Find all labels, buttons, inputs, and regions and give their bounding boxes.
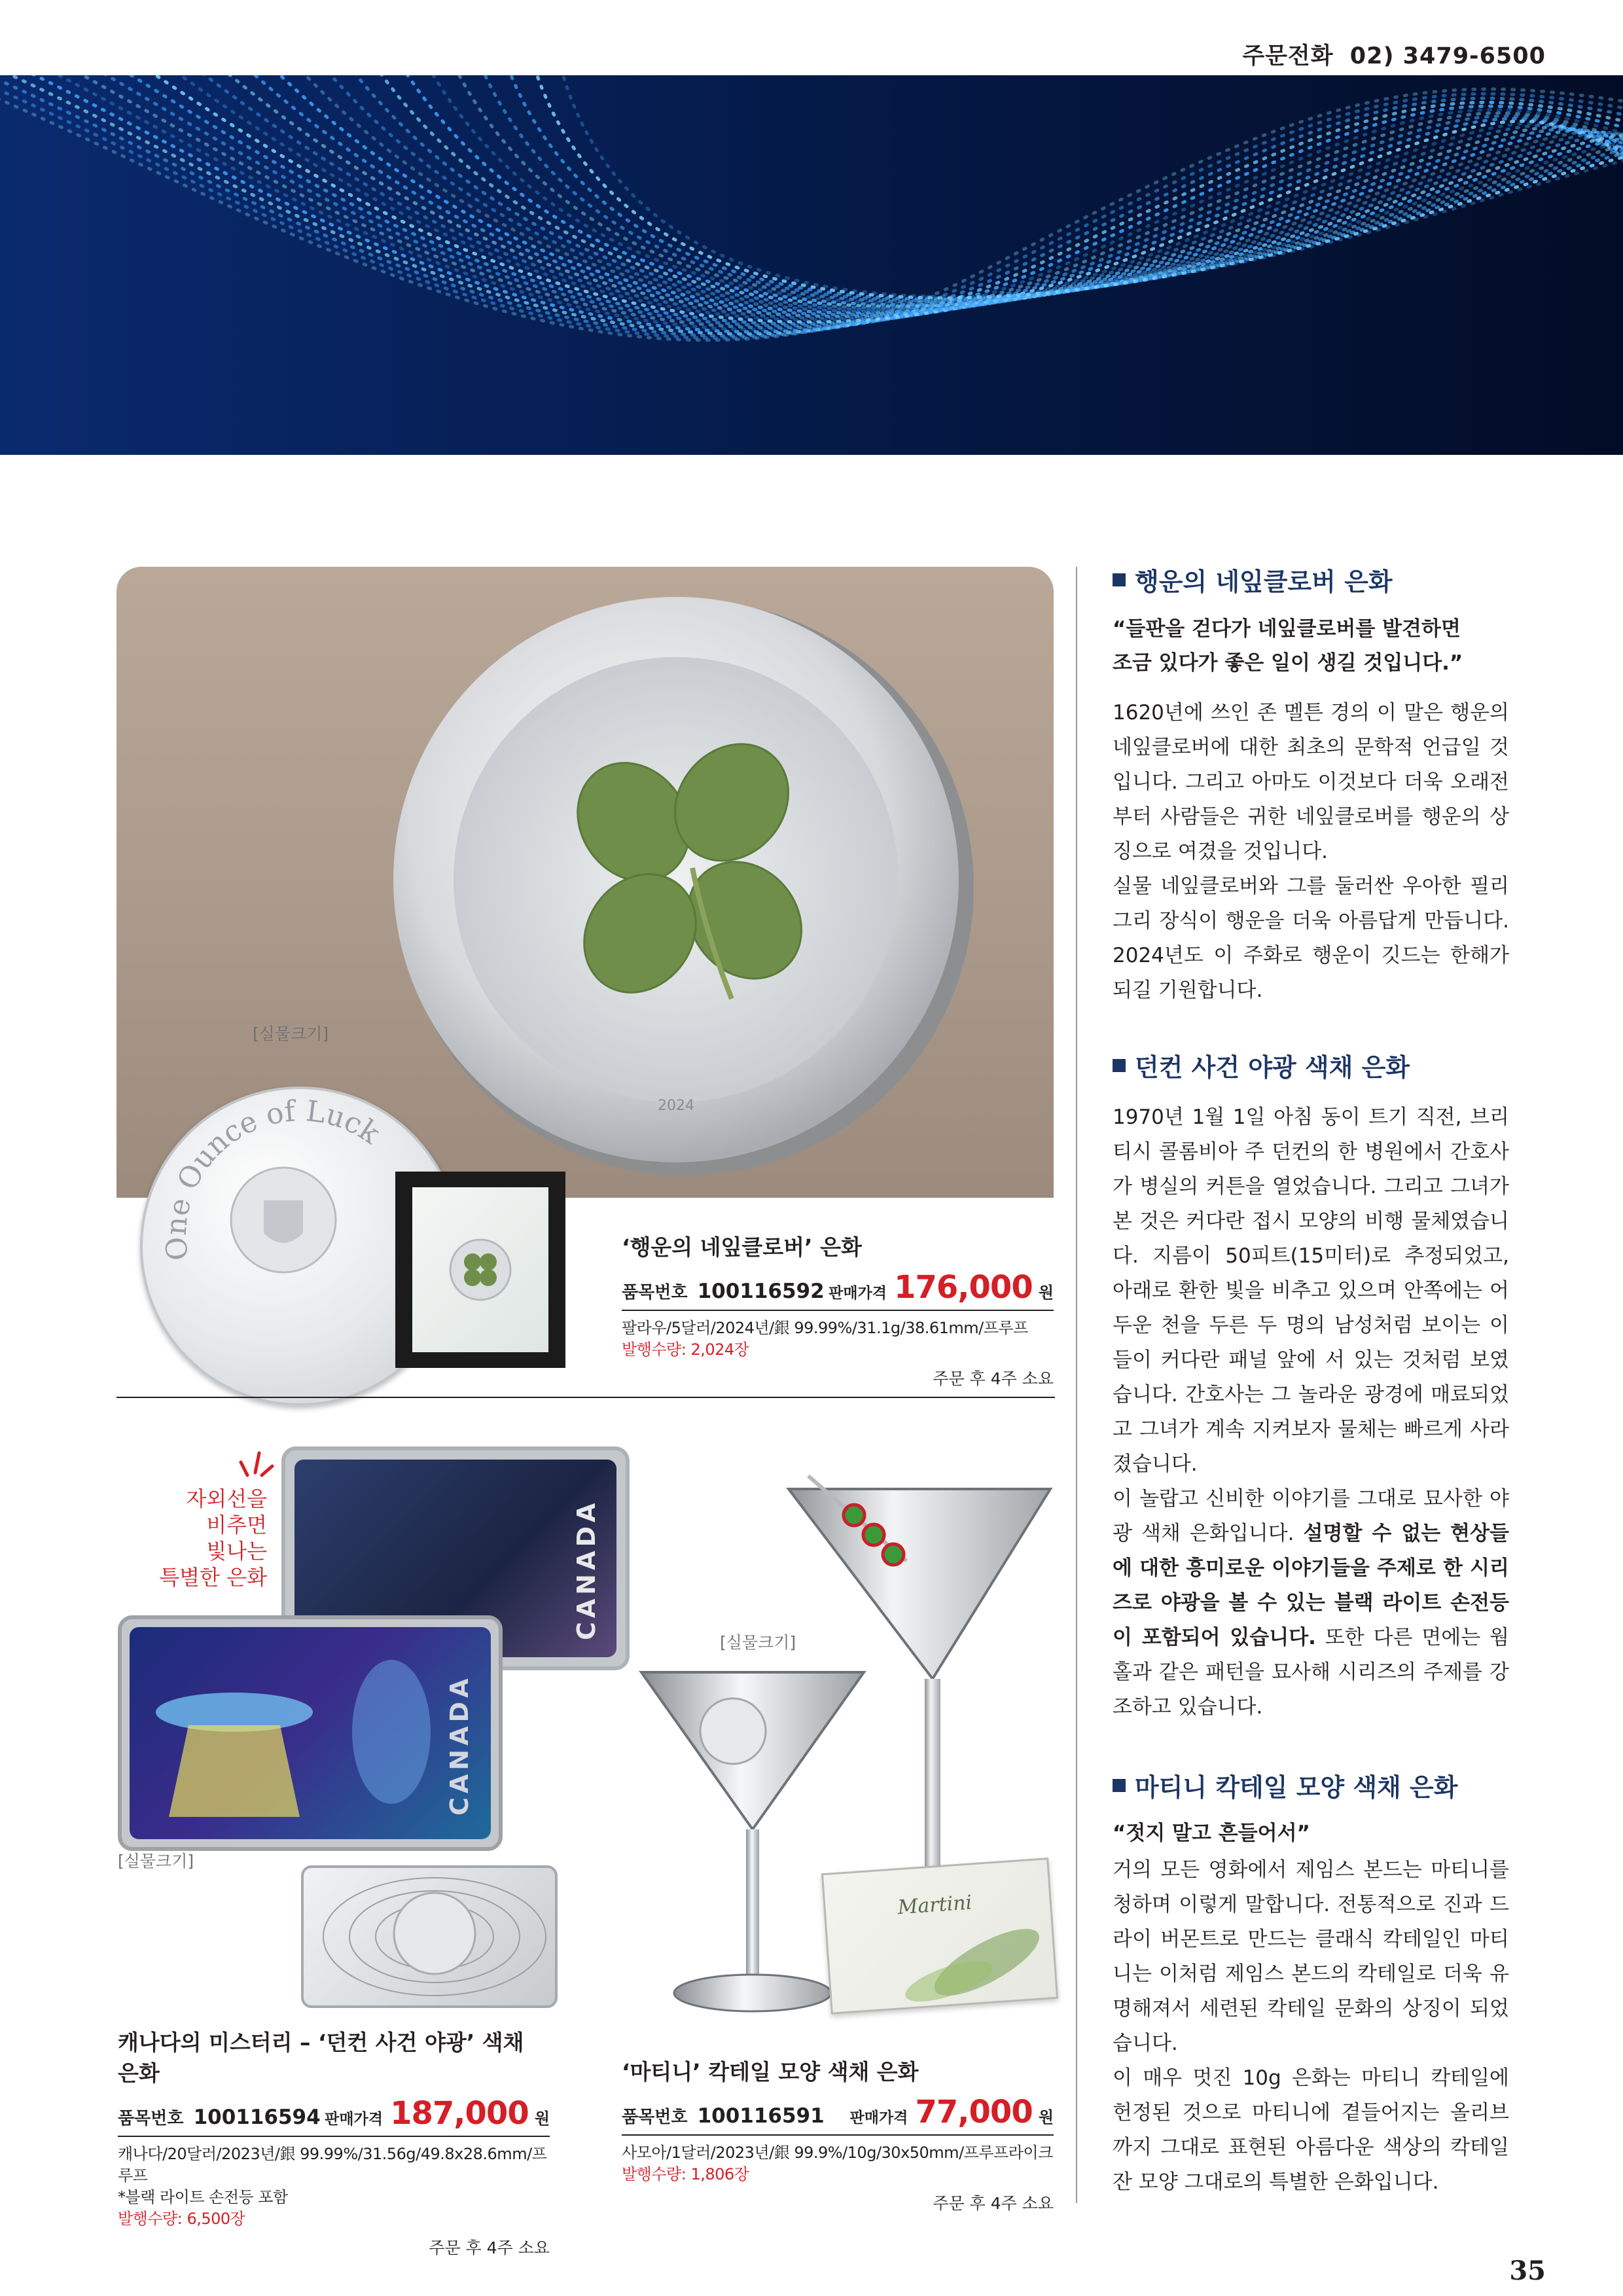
martini-coin-case-image [821,1857,1058,2015]
price-label: 판매가격 [849,2109,908,2126]
phone-label: 주문전화 [1242,43,1334,69]
uv-side-note [149,1486,267,1590]
coin-year: 2024 [658,1098,694,1114]
lead-time: 주문 후 4주 소요 [429,2238,550,2257]
product-no: 100116592 [697,1280,825,1303]
price: 176,000 [894,1269,1033,1306]
product-title: ‘마티니’ 칵테일 모양 색채 은화 [622,2059,919,2085]
canada-coin-obverse-image [301,1865,558,2008]
side-note-line: 특별한 은화 [159,1565,267,1590]
article-body: 1620년에 쓰인 존 멜튼 경의 이 말은 행운의 네잎클로버에 대한 최초의 문학적 언급일 것입니다. 그리고 아마도 이것보다 더욱 오래전부터 사람들은 귀한 네잎클로버를 행운의 상징으로 여겼을 것입니다. [1113,701,1509,863]
canada-coin-image-front [118,1615,503,1851]
issue-quantity: 발행수량: 2,024장 [622,1340,749,1359]
product-rule [118,2136,550,2137]
issue-quantity: 발행수량: 1,806장 [622,2165,749,2183]
article-body [1113,1482,1509,1725]
heading-bullet-icon [1113,1779,1126,1792]
product-title: ‘행운의 네잎클로버’ 은화 [622,1234,862,1260]
coin-country-text: CANADA [572,1499,601,1640]
body-text-part: 이 놀랍고 신비한 이야기를 그대로 묘사한 야광 색채 은화입니다. [1113,1487,1509,1545]
issue-quantity: 발행수량: 6,500장 [118,2210,245,2228]
lead-time: 주문 후 4주 소요 [933,2194,1054,2213]
clover-coin-case-image [395,1172,565,1368]
side-note-line: 비추면 [206,1513,267,1537]
product-extra: *블랙 라이트 손전등 포함 [118,2188,288,2206]
column-divider [1076,567,1077,2203]
product-no: 100116591 [697,2104,825,2128]
quote-line: 조금 있다가 좋은 일이 생길 것입니다.” [1113,651,1463,675]
order-phone [1242,38,1546,71]
coin-country-text: CANADA [445,1674,474,1816]
product-rule [622,1310,1054,1311]
page-number: 35 [1509,2255,1546,2286]
article-body: 거의 모든 영화에서 제임스 본드는 마티니를 청하며 이렇게 말합니다. 전통적으로 진과 드라이 버몬트로 만드는 클래식 칵테일인 마티니는 이처럼 제임스 본드의 칵테일로 더욱 유명해져서 세련된 칵테일 문화의 상징이 되었습니다. [1113,1858,1509,2055]
product-no-label: 품목번호 [622,1283,688,1302]
section-divider [116,1397,1055,1398]
article-body: 이 매우 멋진 10g 은화는 마티니 칵테일에 헌정된 것으로 마티니에 곁들어지는 올리브까지 그대로 표현된 아름다운 색상의 칵테일 잔 모양 그대로의 특별한 은화입니다. [1113,2066,1509,2194]
price-unit: 원 [1038,2108,1054,2126]
case-text: Martini [897,1891,973,1920]
article-body: 실물 네잎클로버와 그를 둘러싼 우아한 필리그리 장식이 행운을 더욱 아름답게 만듭니다. 2024년도 이 주화로 행운이 깃드는 한해가 되길 기원합니다. [1113,874,1509,1002]
heading-bullet-icon [1113,1059,1126,1072]
price-label: 판매가격 [325,2111,383,2128]
article-martini [1113,1767,1509,2200]
actual-size-label: [실물크기] [720,1633,796,1652]
product-spec: 캐나다/20달러/2023년/銀 99.99%/31.56g/49.8x28.6mm/프루프 [118,2145,547,2185]
price: 77,000 [915,2094,1033,2130]
product-rule [622,2134,1054,2136]
side-note-line: 자외선을 [186,1486,267,1511]
article-quote: “젓지 말고 흔들어서” [1113,1821,1310,1845]
product-info-martini [622,2055,1054,2214]
article-heading [1113,1047,1509,1083]
product-spec: 사모아/1달러/2023년/銀 99.9%/10g/30x50mm/프루프라이크 [622,2144,1053,2162]
product-title: 캐나다의 미스터리 – ‘던컨 사건 야광’ 색채 은화 [118,2030,524,2086]
article-heading [1113,562,1509,598]
price-unit: 원 [534,2109,550,2128]
phone-number: 02) 3479-6500 [1349,43,1546,69]
product-no-label: 품목번호 [622,2108,688,2127]
product-no: 100116594 [193,2106,321,2129]
lead-time: 주문 후 4주 소요 [933,1369,1054,1388]
article-quote [1113,612,1509,680]
article-clover [1113,562,1509,1008]
actual-size-label: [실물크기] [253,1024,329,1043]
side-note-line: 빛나는 [206,1539,267,1564]
product-no-label: 품목번호 [118,2109,184,2128]
heading-bullet-icon [1113,573,1126,586]
article-duncan [1113,1047,1509,1725]
quote-line: “들판을 걷다가 네잎클로버를 발견하면 [1113,617,1461,641]
product-info-canada [118,2026,550,2259]
actual-size-label: [실물크기] [118,1852,194,1871]
article-heading-text: 던컨 사건 야광 색채 은화 [1135,1053,1410,1082]
product-info-clover [622,1230,1054,1390]
article-heading [1113,1767,1509,1803]
article-heading-text: 행운의 네잎클로버 은화 [1135,567,1393,596]
price-unit: 원 [1038,1283,1054,1302]
spark-icon [236,1446,275,1482]
article-body: 1970년 1월 1일 아침 동이 트기 직전, 브리티시 콜롬비아 주 던컨의 한 병원에서 간호사가 병실의 커튼을 열었습니다. 그리고 그녀가 본 것은 커다란 접시 모양의 비행 물체였습니다. 지름이 50피트(15미터)로 추정되었고, 아래로 환한 빛을 비추고 있으며 안쪽에는 어두운 천을 두른 두 명의 남성처럼 보이는 이들이 커다란 패널 앞에 서 있는 것처럼 보였습니다. 간호사는 그 놀라운 광경에 매료되었고 그녀가 계속 지켜보자 물체는 빠르게 사라졌습니다. [1113,1105,1509,1476]
coin-inscription: One Ounce of Luck [159,1094,386,1263]
header-banner-image [0,75,1623,455]
body-text-part: 또한 다른 면에는 웜홀과 같은 패턴을 묘사해 시리즈의 주제를 강조하고 있습니다. [1113,1626,1509,1719]
price-label: 판매가격 [829,1285,887,1302]
price: 187,000 [390,2095,529,2132]
product-spec: 팔라우/5달러/2024년/銀 99.99%/31.1g/38.61mm/프루프 [622,1319,1028,1337]
article-heading-text: 마티니 칵테일 모양 색채 은화 [1135,1773,1458,1802]
body-text-bold: 설명할 수 없는 현상들에 대한 흥미로운 이야기들을 주제로 한 시리즈로 야광을 볼 수 있는 블랙 라이트 손전등이 포함되어 있습니다. [1113,1522,1509,1649]
